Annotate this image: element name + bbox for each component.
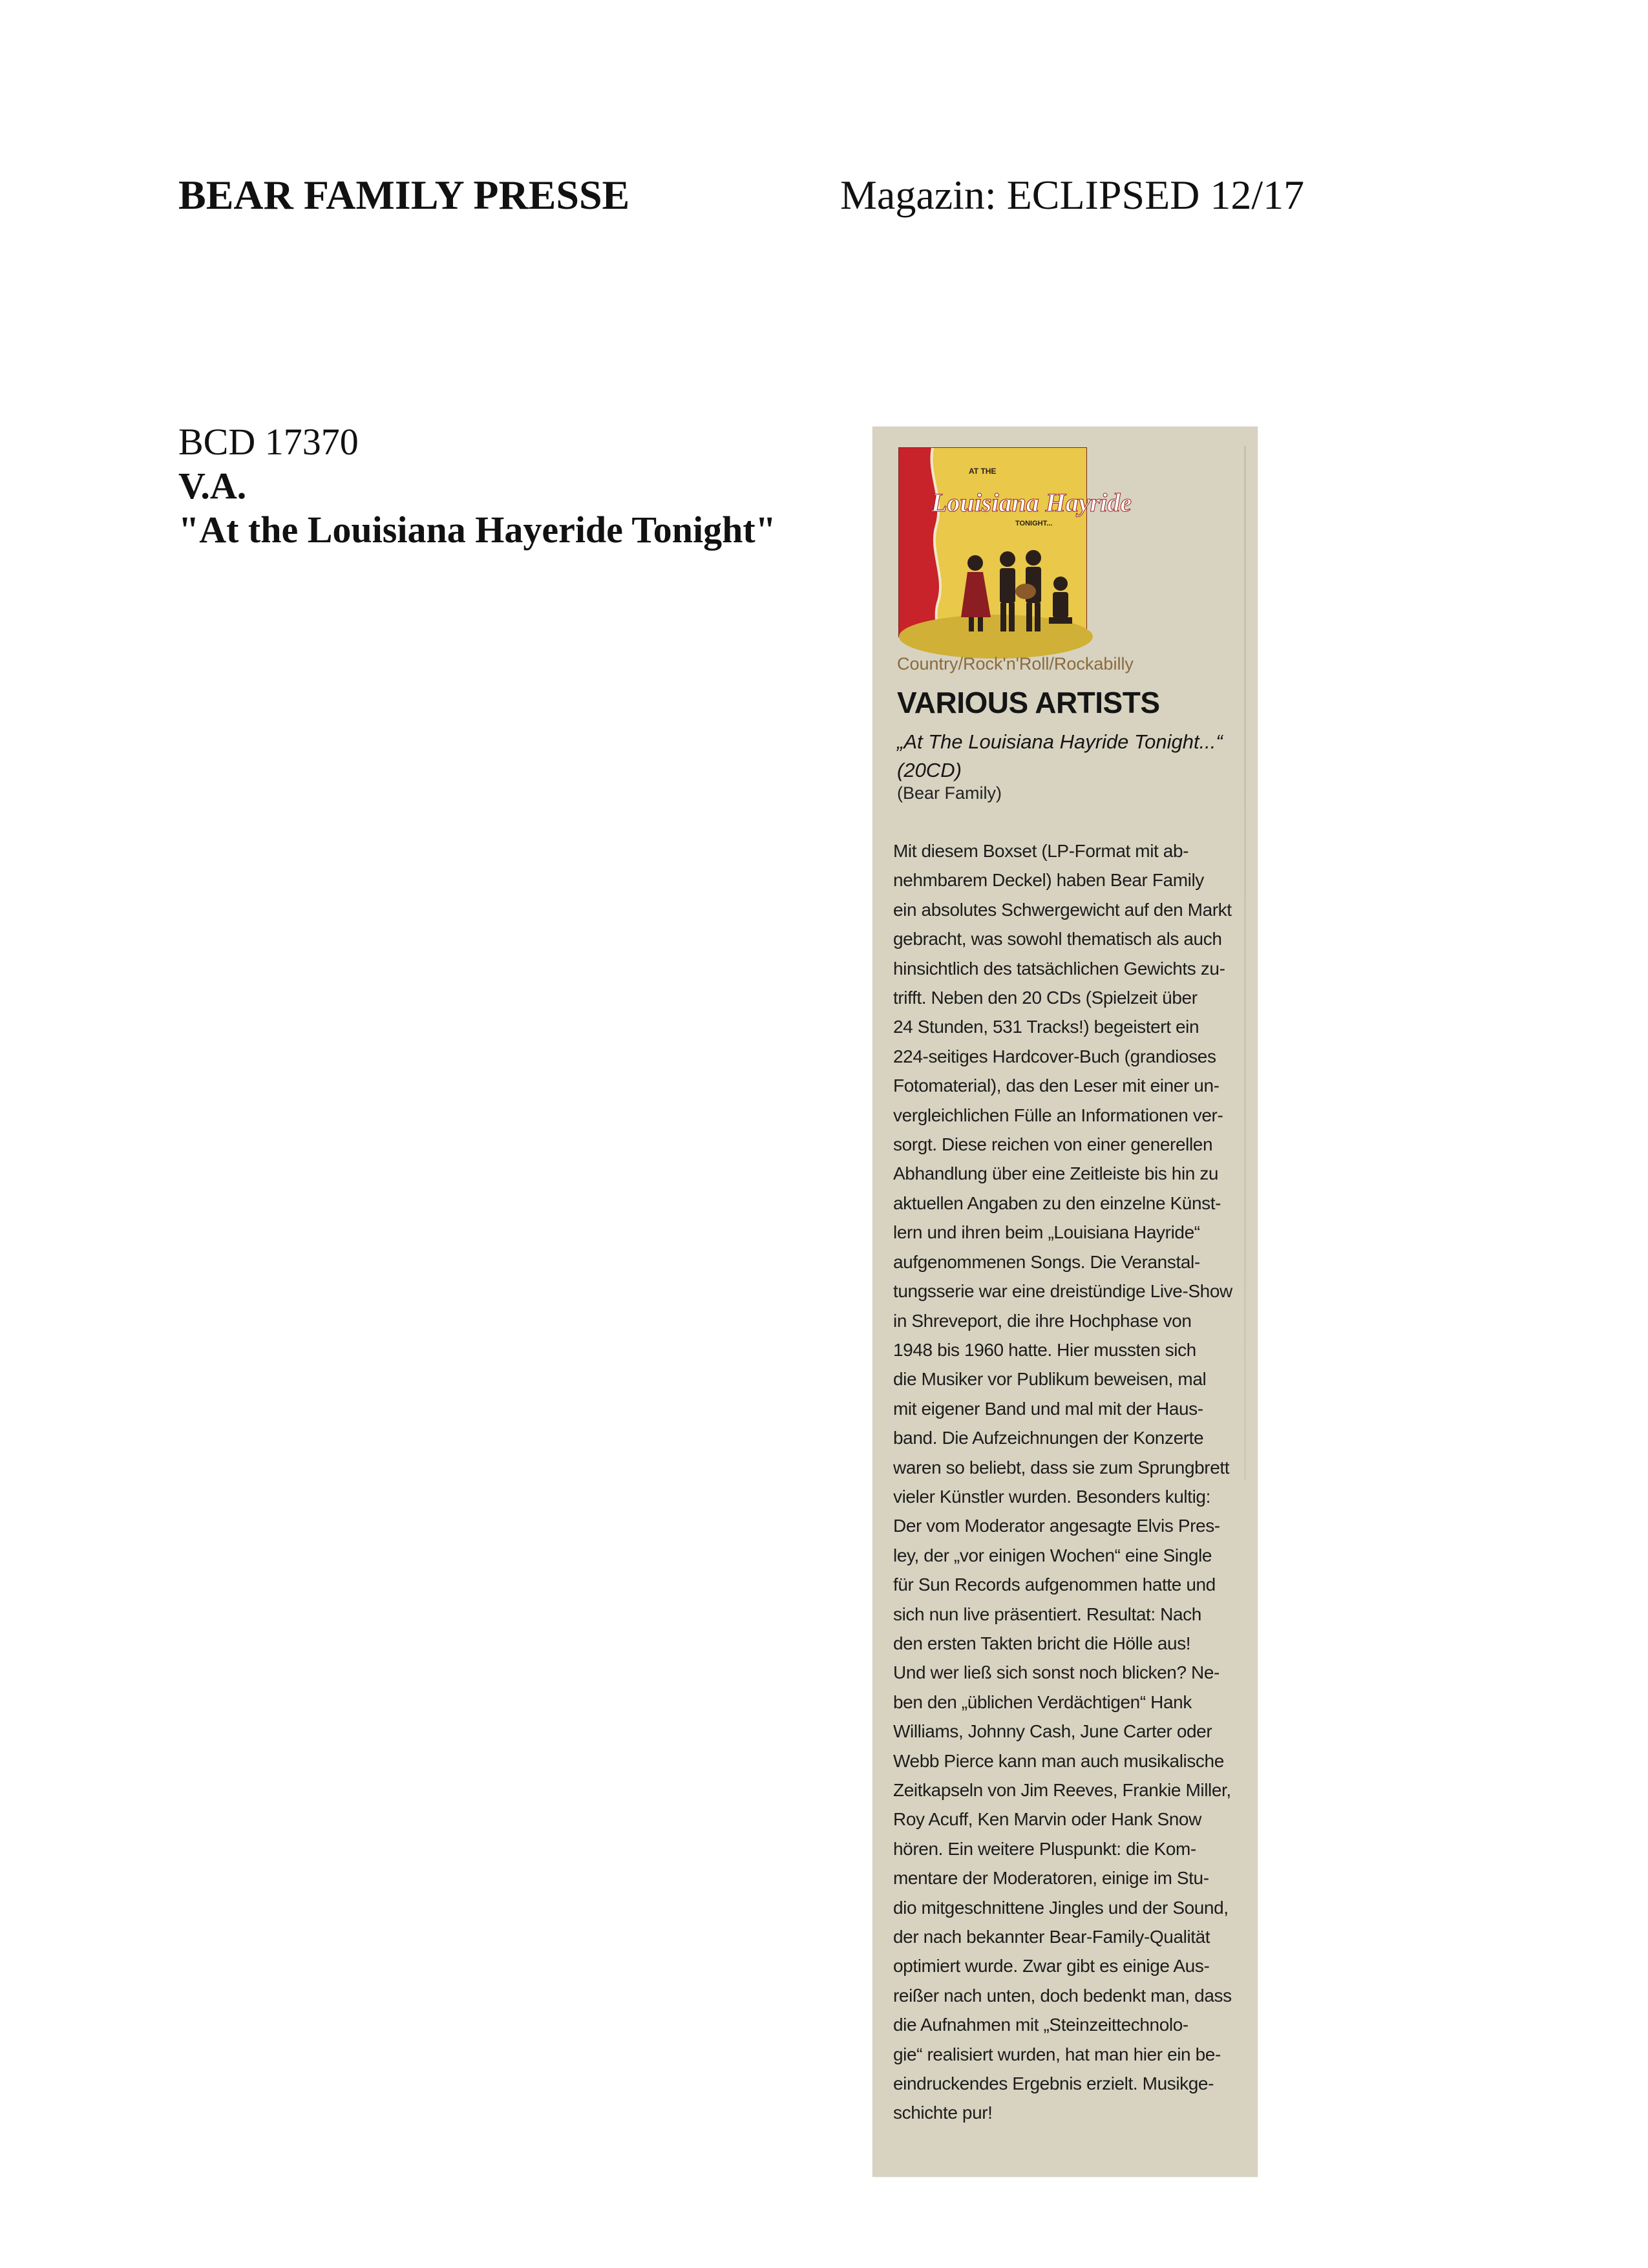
- cover-small-text-top: AT THE: [969, 467, 997, 476]
- album-format-line: (20CD): [897, 759, 962, 781]
- body-line: lern und ihren beim „Louisiana Hayride“: [893, 1222, 1200, 1243]
- body-line: tungsserie war eine dreistündige Live-Show: [893, 1281, 1232, 1302]
- review-artist-heading: VARIOUS ARTISTS: [897, 686, 1160, 719]
- body-line: gie“ realisiert wurden, hat man hier ein be-: [893, 2044, 1221, 2064]
- body-line: band. Die Aufzeichnungen der Konzerte: [893, 1428, 1204, 1448]
- body-line: aufgenommenen Songs. Die Veranstal-: [893, 1251, 1200, 1272]
- body-line: waren so beliebt, dass sie zum Sprungbrett: [893, 1457, 1230, 1478]
- body-line: eindruckendes Ergebnis erzielt. Musikge-: [893, 2073, 1214, 2094]
- catalog-number: BCD 17370: [178, 421, 359, 463]
- body-line: 1948 bis 1960 hatte. Hier mussten sich: [893, 1339, 1196, 1360]
- body-line: Fotomaterial), das den Leser mit einer un-: [893, 1076, 1220, 1096]
- release-info: [178, 420, 776, 552]
- body-line: gebracht, was sowohl thematisch als auch: [893, 929, 1222, 949]
- body-line: 24 Stunden, 531 Tracks!) begeistert ein: [893, 1017, 1199, 1037]
- body-line: reißer nach unten, doch bedenkt man, dass: [893, 1985, 1232, 2006]
- body-line: ein absolutes Schwergewicht auf den Markt: [893, 899, 1232, 920]
- review-album-title: [897, 728, 1223, 785]
- album-cover-image: [898, 447, 1132, 637]
- body-line: die Musiker vor Publikum beweisen, mal: [893, 1369, 1207, 1390]
- body-line: aktuellen Angaben zu den einzelne Künst-: [893, 1192, 1221, 1213]
- body-line: Webb Pierce kann man auch musikalische: [893, 1750, 1224, 1771]
- body-line: sorgt. Diese reichen von einer generellen: [893, 1134, 1213, 1155]
- cover-script-title: Louisiana Hayride: [931, 488, 1132, 517]
- body-line: Mit diesem Boxset (LP-Format mit ab-: [893, 841, 1189, 861]
- genre-label: Country/Rock'n'Roll/Rockabilly: [897, 654, 1134, 673]
- body-line: nehmbarem Deckel) haben Bear Family: [893, 870, 1204, 891]
- review-body-text: [893, 836, 1247, 2128]
- body-line: schichte pur!: [893, 2103, 993, 2123]
- magazine-clipping: [872, 427, 1258, 2177]
- body-line: dio mitgeschnittene Jingles und der Sound,: [893, 1897, 1229, 1918]
- body-line: in Shreveport, die ihre Hochphase von: [893, 1310, 1192, 1331]
- body-line: Zeitkapseln von Jim Reeves, Frankie Miller,: [893, 1780, 1231, 1800]
- body-line: ben den „üblichen Verdächtigen“ Hank: [893, 1691, 1192, 1712]
- press-title: BEAR FAMILY PRESSE: [178, 172, 630, 218]
- cover-small-text-bottom: TONIGHT...: [1015, 520, 1053, 527]
- body-line: die Aufnahmen mit „Steinzeittechnolo-: [893, 2015, 1188, 2035]
- album-title-line: „At The Louisiana Hayride Tonight...“: [897, 730, 1223, 753]
- body-line: trifft. Neben den 20 CDs (Spielzeit über: [893, 988, 1198, 1008]
- magazine-info: Magazin: ECLIPSED 12/17: [840, 172, 1305, 218]
- body-line: für Sun Records aufgenommen hatte und: [893, 1574, 1216, 1595]
- body-line: Der vom Moderator angesagte Elvis Pres-: [893, 1516, 1220, 1536]
- body-line: der nach bekannter Bear-Family-Qualität: [893, 1927, 1210, 1947]
- release-title: "At the Louisiana Hayeride Tonight": [178, 509, 776, 551]
- body-line: optimiert wurde. Zwar gibt es einige Aus-: [893, 1956, 1210, 1977]
- body-line: Abhandlung über eine Zeitleiste bis hin zu: [893, 1163, 1219, 1184]
- body-line: sich nun live präsentiert. Resultat: Nach: [893, 1604, 1201, 1624]
- release-artist: V.A.: [178, 465, 247, 507]
- body-line: mentare der Moderatoren, einige im Stu-: [893, 1868, 1209, 1889]
- body-line: hören. Ein weitere Pluspunkt: die Kom-: [893, 1838, 1196, 1859]
- body-line: den ersten Takten bricht die Hölle aus!: [893, 1633, 1191, 1653]
- body-line: vieler Künstler wurden. Besonders kultig:: [893, 1486, 1210, 1507]
- body-line: mit eigener Band und mal mit der Haus-: [893, 1398, 1203, 1419]
- body-line: 224-seitiges Hardcover-Buch (grandioses: [893, 1046, 1216, 1066]
- body-line: Williams, Johnny Cash, June Carter oder: [893, 1721, 1212, 1742]
- body-line: vergleichlichen Fülle an Informationen ver-: [893, 1105, 1223, 1125]
- body-line: hinsichtlich des tatsächlichen Gewichts zu-: [893, 958, 1225, 979]
- body-line: Und wer ließ sich sonst noch blicken? Ne-: [893, 1662, 1220, 1683]
- record-label: (Bear Family): [897, 783, 1002, 803]
- album-cover-art: [899, 448, 1132, 637]
- body-line: Roy Acuff, Ken Marvin oder Hank Snow: [893, 1809, 1201, 1830]
- body-line: ley, der „vor einigen Wochen“ eine Single: [893, 1545, 1212, 1565]
